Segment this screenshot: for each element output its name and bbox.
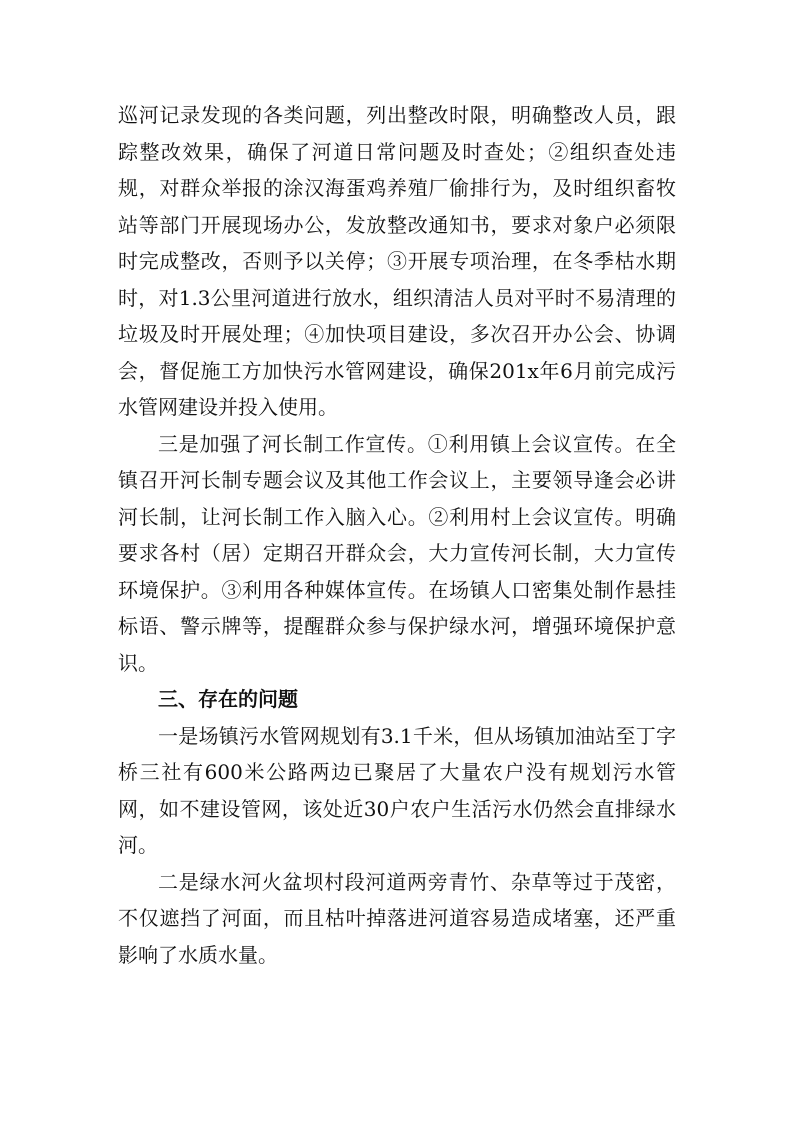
- document-body: [118, 97, 676, 973]
- paragraph-problem-vegetation: 二是绿水河火盆坝村段河道两旁青竹、杂草等过于茂密，不仅遮挡了河面，而且枯叶掉落进河道容易造成堵塞，还严重影响了水质水量。: [118, 869, 676, 967]
- section-heading-existing-problems: 三、存在的问题: [158, 687, 298, 711]
- paragraph-problem-sewage-network: 一是场镇污水管网规划有3.1千米，但从场镇加油站至丁字桥三社有600米公路两边已聚居了大量农户没有规划污水管网，如不建设管网，该处近30户农户生活污水仍然会直排绿水河。: [118, 723, 676, 857]
- paragraph-publicity: 三是加强了河长制工作宣传。①利用镇上会议宣传。在全镇召开河长制专题会议及其他工作会议上，主要领导逢会必讲河长制，让河长制工作入脑入心。②利用村上会议宣传。明确要求各村（居）定期召开群众会，大力宣传河长制，大力宣传环境保护。③利用各种媒体宣传。在场镇人口密集处制作悬挂标语、警示牌等，提醒群众参与保护绿水河，增强环境保护意识。: [118, 431, 676, 675]
- paragraph-continued-measures: 巡河记录发现的各类问题，列出整改时限，明确整改人员，跟踪整改效果，确保了河道日常问题及时查处；②组织查处违规，对群众举报的涂汉海蛋鸡养殖厂偷排行为，及时组织畜牧站等部门开展现场办公，发放整改通知书，要求对象户必须限时完成整改，否则予以关停；③开展专项治理，在冬季枯水期时，对1.3公里河道进行放水，组织清洁人员对平时不易清理的垃圾及时开展处理；④加快项目建设，多次召开办公会、协调会，督促施工方加快污水管网建设，确保201x年6月前完成污水管网建设并投入使用。: [118, 103, 676, 419]
